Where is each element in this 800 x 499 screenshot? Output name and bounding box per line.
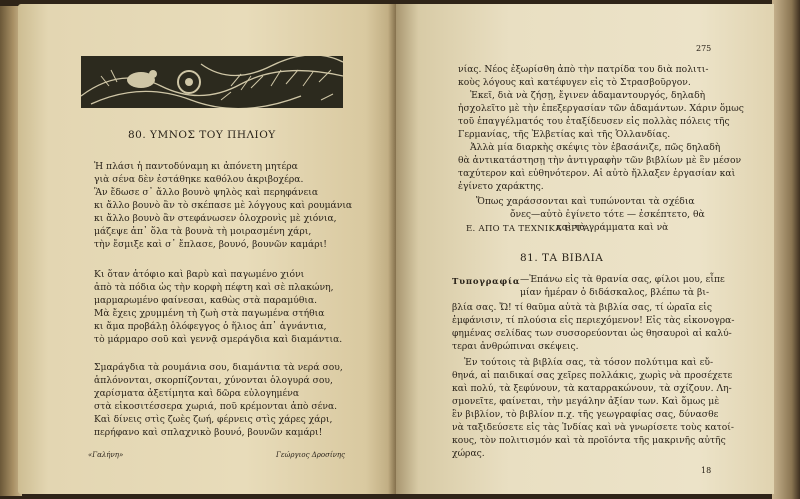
chapter-title: 81. ΤΑ ΒΙΒΛΙΑ: [520, 252, 604, 264]
left-page: [18, 4, 396, 494]
right-page: [396, 4, 774, 494]
text-line: ἠσχολεῖτο μὲ τὴν ἐπεξεργασίαν τῶν ἀδαμάντων. Χάριν ὅμως: [458, 103, 744, 114]
poem-line: Κι ὅταν ἀτόφιο καὶ βαρὺ καὶ παγωμένο χιόνι: [94, 269, 305, 280]
poem-line: μάζεψε ἀπ᾿ ὅλα τὰ βουνὰ τὴ μοιρασμένη χάρι,: [94, 226, 312, 237]
text-line: τεραι ἀνθρώπιναι σκέψεις.: [452, 341, 579, 352]
poem-line: κι ἄλλο βουνὸ ἂν τὸ σκέπασε μὲ λόγγους καὶ ρουμάνια: [94, 200, 353, 211]
text-line: μίαν ἡμέραν ὁ διδάσκαλος, βλέπω τὰ βι-: [520, 287, 710, 298]
poem-line: στὰ εἰκοσιτέσσερα χωριά, ποῦ κρέμονται ἀπὸ σένα.: [94, 401, 338, 412]
author-credit: Γεώργιος Δροσίνης: [276, 451, 346, 459]
text-line: ἐγίνετο χαράκτης.: [458, 181, 544, 192]
signature-mark: 18: [701, 466, 712, 475]
text-line: ταχύτερον καὶ εὐθηνότερον. Αἱ αὐτὸ ἤλλαξεν ἐργασίαν καὶ: [458, 168, 736, 179]
text-line: ἐμφάνισιν, τί πλούσια εἰς περιεχόμενον! Εἰς τὰς εἰκονογρα-: [452, 315, 735, 326]
side-label: Τυπογραφία: [452, 277, 521, 287]
text-line: σμονεῖτε, φαίνεται, τὴν μεγάλην ἀξίαν των. Καὶ ὅμως μὲ: [452, 396, 720, 407]
poem-line: Ἡ πλάσι ἡ παντοδύναμη κι ἀπόνετη μητέρα: [94, 161, 298, 172]
text-line: καὶ πολύ, τὰ ξεφύνουν, τὰ καταρρακώνουν, τὰ σχίζουν. Λη-: [452, 383, 732, 394]
poem-line: περήφανο καὶ σπλαχνικὸ βουνό, βουνῶν καμάρι!: [94, 427, 323, 438]
decorative-vignette: [81, 56, 343, 108]
text-line: θὰ ἀντικατάστησῃ τὴν ἀντιγραφὴν τῶν βιβλίων μὲ ἓν μέσον: [458, 155, 742, 166]
section-stamp: Ε. ΑΠΟ ΤΑ ΤΕΧΝΙΚΑ ΕΡΓΑ: [466, 224, 590, 234]
poem-line: Σμαράγδια τὰ ρουμάνια σου, διαμάντια τὰ νερά σου,: [94, 362, 343, 373]
poem-line: Μὰ ἔχεις χρυμμένη τὴ ζωὴ στὰ παγωμένα στήθια: [94, 308, 325, 319]
poem-line: χαρίσματα ἀξετίμητα καὶ δῶρα εὐλογημένα: [94, 388, 300, 399]
right-page-edges: [772, 0, 800, 499]
text-line: καὶ τὰ γράμματα καὶ νὰ: [556, 222, 669, 233]
text-line: τοῦ ἐπαγγέλματός του ἐταξίδευσεν εἰς πολλὰς πόλεις τῆς: [458, 116, 730, 127]
text-line: θηνά, αἱ παιδικαί σας χεῖρες πολλάκις, χωρὶς νὰ προσέχετε: [452, 370, 733, 381]
text-line: νίας. Νέος ἐξωρίσθη ἀπὸ τὴν πατρίδα του διὰ πολιτι-: [458, 64, 709, 75]
text-line: κοὺς λόγους καὶ κατέφυγεν εἰς τὸ Στρασβοῦργον.: [458, 77, 691, 88]
poem-line: κι ἅμα προβάλῃ ὁλόφεγγος ὁ ἥλιος ἀπ᾿ ἀγνάντια,: [94, 321, 327, 332]
text-line: Ἐν τούτοις τὰ βιβλία σας, τὰ τόσον πολύτιμα καὶ εὔ-: [464, 357, 714, 368]
poem-line: γιὰ σένα δὲν ἐστάθηκε καθόλου ἀκριβοχέρα.: [94, 174, 304, 185]
text-line: Γερμανίας, τῆς Ἑλβετίας καὶ τῆς Ὁλλανδίας.: [458, 129, 671, 140]
text-line: χώρας.: [452, 448, 485, 459]
text-line: νὰ ταξιδεύσετε εἰς τὰς Ἰνδίας καὶ νὰ γνωρίσετε τοὺς κατοί-: [452, 422, 734, 433]
text-line: βλία σας. Ὤ! τί θαῦμα αὐτὰ τὰ βιβλία σας, τί ὡραῖα εἰς: [452, 302, 713, 313]
poem-line: ἁπλόνονται, σκορπίζονται, χύνονται ὁλογυρά σου,: [94, 375, 333, 386]
text-line: —Ἐπάνω εἰς τὰ θρανία σας, φίλοι μου, εἶπε: [520, 274, 725, 285]
source-credit: «Γαλήνη»: [88, 451, 124, 459]
poem-line: μαρμαρωμένο φαίνεσαι, καθὼς στὰ παραμύθια.: [94, 295, 318, 306]
poem-title: 80. ΥΜΝΟΣ ΤΟΥ ΠΗΛΙΟΥ: [128, 129, 276, 141]
text-line: Ἀλλὰ μία διαρκὴς σκέψις τὸν ἐβασάνιζε, πῶς δηλαδὴ: [470, 142, 721, 153]
poem-line: Καὶ δίνεις στὶς ζωὲς ζωή, φέρνεις στὶς χάρες χάρι,: [94, 414, 333, 425]
text-line: Ὅπως χαράσσονται καὶ τυπώνονται τὰ σχέδια: [476, 196, 695, 207]
text-line: φημένας σελίδας των συσσορεύονται ὡς θησαυροὶ αἱ καλύ-: [452, 328, 732, 339]
poem-line: Ἂν ἔδωσε σ᾿ ἄλλο βουνὸ ψηλὸς καὶ περηφάνεια: [94, 187, 319, 198]
text-line: ὄνες—αὐτὸ ἐγίνετο τότε — ἐσκέπτετο, θὰ: [510, 209, 705, 220]
text-line: ἓν βιβλίον, τὸ βιβλίον π.χ. τῆς γεωγραφίας σας, δύνασθε: [452, 409, 719, 420]
poem-line: κι ἄλλο βουνὸ ἂν στεφάνωσεν ὁλοχρονὶς μὲ χιόνια,: [94, 213, 337, 224]
poem-line: τὴν ἔσμιξε καὶ σ᾿ ἔπλασε, βουνό, βουνῶν καμάρι!: [94, 239, 327, 250]
page-number: 275: [696, 44, 712, 53]
poem-line: ἀπὸ τὰ πόδια ὡς τὴν κορφὴ πέφτη καὶ σὲ πλακώνη,: [94, 282, 334, 293]
text-line: κους, τὸν πολιτισμόν καὶ τὰ προϊόντα τῆς μακρινῆς αὐτῆς: [452, 435, 726, 446]
text-line: Ἐκεῖ, διὰ νὰ ζήσῃ, ἔγινεν ἀδαμαντουργός, δηλαδὴ: [470, 90, 706, 101]
poem-line: τὸ μάρμαρο σοῦ καὶ γεννᾷ σμεράγδια καὶ διαμάντια.: [94, 334, 343, 345]
vignette-ornament-icon: [81, 56, 343, 108]
